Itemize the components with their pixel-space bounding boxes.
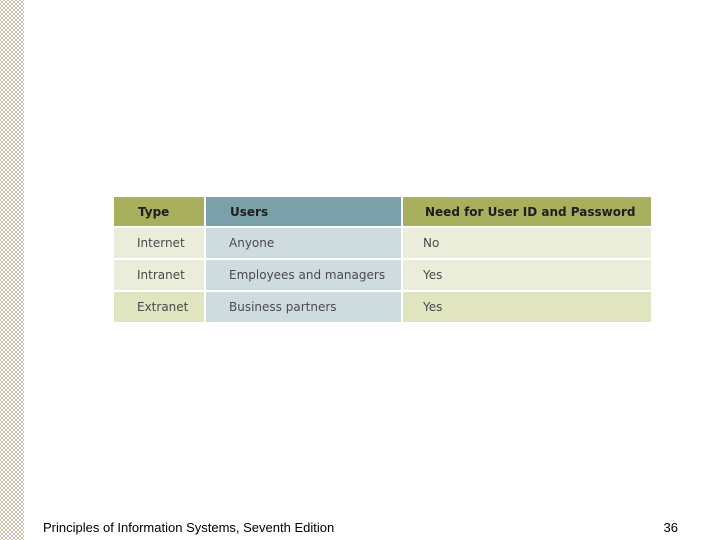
cell-need: Yes	[402, 291, 651, 322]
comparison-table	[114, 197, 651, 322]
cell-users: Business partners	[205, 291, 402, 322]
cell-type: Internet	[114, 227, 205, 259]
table-row	[114, 291, 651, 322]
header-need-for-id: Need for User ID and Password	[402, 197, 651, 227]
page-number: 36	[663, 520, 678, 535]
footer-title: Principles of Information Systems, Seventh Edition	[43, 520, 335, 535]
table-row	[114, 259, 651, 291]
table-header-row	[114, 197, 651, 227]
cell-users: Anyone	[205, 227, 402, 259]
cell-type: Intranet	[114, 259, 205, 291]
cell-need: No	[402, 227, 651, 259]
cell-type: Extranet	[114, 291, 205, 322]
dotted-border-decoration	[0, 0, 24, 540]
cell-need: Yes	[402, 259, 651, 291]
cell-users: Employees and managers	[205, 259, 402, 291]
network-types-table	[114, 197, 651, 322]
header-type: Type	[114, 197, 205, 227]
header-users: Users	[205, 197, 402, 227]
table-row	[114, 227, 651, 259]
